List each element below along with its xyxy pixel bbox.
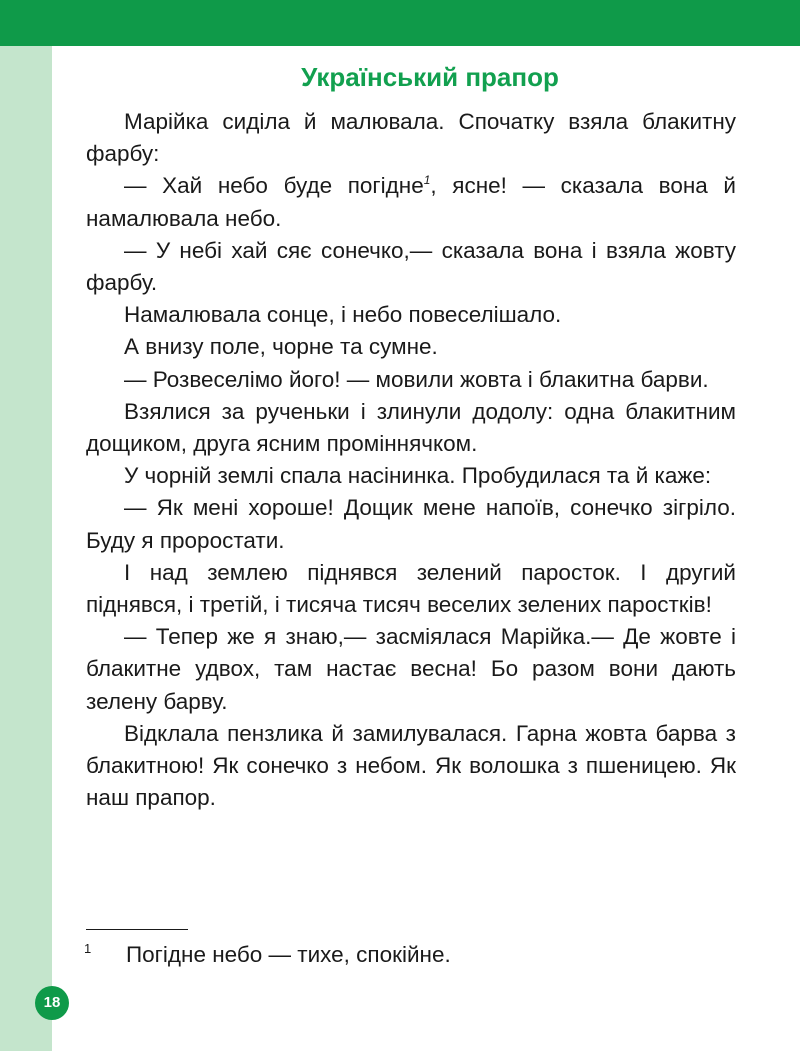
paragraph-7: Взялися за рученьки і злинули додолу: одна блакитним дощиком, друга ясним проміннячком. [86,398,736,457]
paragraph-8: У чорній землі спала насінинка. Пробудилася та й каже: [124,463,712,489]
paragraph-2 [86,170,736,234]
paragraph-6: — Розвеселімо його! — мовили жовта і блакитна барви. [124,366,709,392]
story-title: Український прапор [301,62,559,92]
paragraph-3: — У небі хай сяє сонечко,— сказала вона і взяла жовту фарбу. [86,237,736,296]
left-side-strip [0,46,52,1051]
paragraph-2-part-a: — Хай небо буде погідне [124,173,424,199]
footnote-reference: 1 [423,173,431,188]
paragraph-9: — Як мені хороше! Дощик мене напоїв, сонечко зігріло. Буду я проростати. [86,495,736,553]
paragraph-2-part-b: , ясне! — сказала вона й намалювала небо. [86,173,736,231]
paragraph-12: Відклала пензлика й замилувалася. Гарна жовта барва з блакитною! Як сонечко з небом. Як волошка з пшеницею. Як наш прапор. [86,720,736,811]
footnote-number: 1 [84,941,92,956]
page-number-badge: 18 [35,986,69,1020]
footnote-text: Погідне небо — тихе, спокійне. [126,942,451,967]
story-text [86,106,736,814]
paragraph-5: А внизу поле, чорне та сумне. [124,334,438,360]
footnote-divider [86,929,188,930]
top-green-bar [0,0,800,46]
paragraph-11: — Тепер же я знаю,— засміялася Марійка.— Де жовте і блакитне удвох, там настає весна! Бо разом вони дають зелену барву. [86,624,736,714]
paragraph-4: Намалювала сонце, і небо повеселішало. [124,302,562,328]
paragraph-10: І над землею піднявся зелений паросток. І другий піднявся, і третій, і тисяча тисяч веселих зелених паростків! [86,559,736,618]
paragraph-1: Марійка сиділа й малювала. Спочатку взяла блакитну фарбу: [86,109,736,167]
